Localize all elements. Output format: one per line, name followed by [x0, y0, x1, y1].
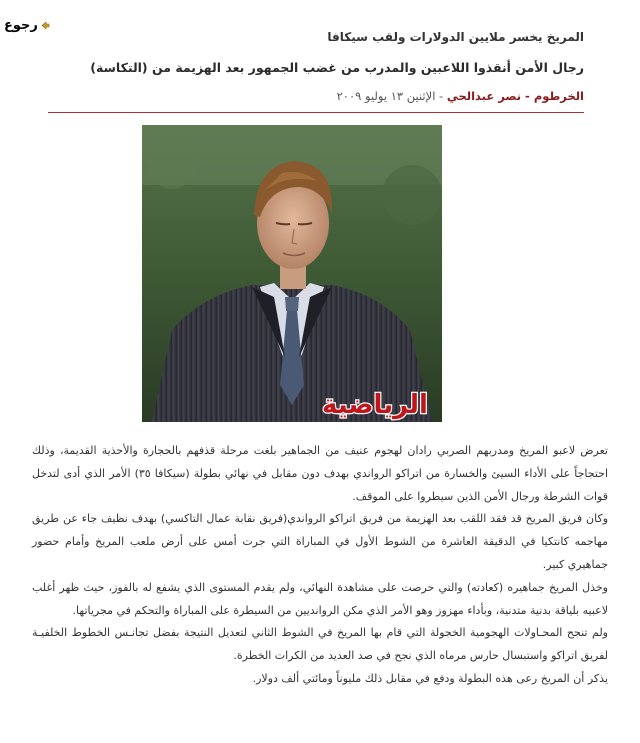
article-photo [142, 125, 442, 422]
back-label: رجوع [4, 18, 38, 33]
byline-separator: - [435, 89, 447, 103]
author-name: الخرطوم - نصر عبدالحي [446, 89, 584, 103]
article-headline: المريخ يخسر ملايين الدولارات ولقب سيكافا [327, 30, 584, 44]
article-paragraph: تعرض لاعبو المريخ ومدربهم الصربي رادان لهجوم عنيف من الجماهير بلغت مرحلة قذفهم بالحجارة والأحذية القديمة، وذلك احتجاجاً على الأداء السيئ والخسارة من اتراكو الرواندي بهدف دون مقابل في نهائي بطولة (سيكافا ٣٥) الأمر الذي أدى لتدخل قوات الشرطة ورجال الأمن الذين سيطروا على الموقف. [32, 444, 608, 503]
article-paragraph: ولم تنجح المحـاولات الهجومية الخجولة التي قام بها المريخ في الشوط الثاني لتعديل النتيجة بفضل تجانـس الخطوط الخلفيـة لفريق اتراكو واستبسال حارس مرماه الذي نجح في صد العديد من الكرات الخطرة. [32, 626, 608, 663]
article-body [32, 440, 608, 691]
article-paragraph: يذكر أن المريخ رعى هذه البطولة ودفع في مقابل ذلك مليوناً ومائتي ألف دولار. [252, 671, 608, 685]
publish-date: الإثنين ١٣ يوليو ٢٠٠٩ [336, 89, 436, 103]
article-subheadline: رجال الأمن أنقذوا اللاعبين والمدرب من غضب الجمهور بعد الهزيمة من (التكاسة) [90, 60, 584, 75]
small-arrow-icon [41, 21, 50, 30]
article-paragraph: وكان فريق المريخ قد فقد اللقب بعد الهزيمة من فريق اتراكو الرواندي(فريق نقابة عمال التاكسي) بهدف نظيف جاء عن طريق مهاجمه كانتكيا في الدقيقة العاشرة من الشوط الأول في المباراة التي جرت أمس على أرض ملعب المريخ وأمام حضور جماهيري كبير. [32, 512, 608, 571]
photo-logo [310, 383, 440, 420]
photo-logo-text: الرياضية [322, 390, 428, 420]
article-byline [64, 89, 584, 103]
header-divider [48, 112, 584, 113]
article-paragraph: وخذل المريخ جماهيره (كعادته) والتي حرصت على مشاهدة النهائي، ولم يقدم المستوى الذي يشفع له بالفوز، حيث ظهر أغلب لاعبيه بلياقة بدنية متدنية، وبأداء مهزوز وهو الأمر الذي مكن الروانديين من السيطرة على المباراة والتحكم في مجرياتها. [32, 580, 608, 617]
back-link[interactable] [4, 18, 50, 33]
